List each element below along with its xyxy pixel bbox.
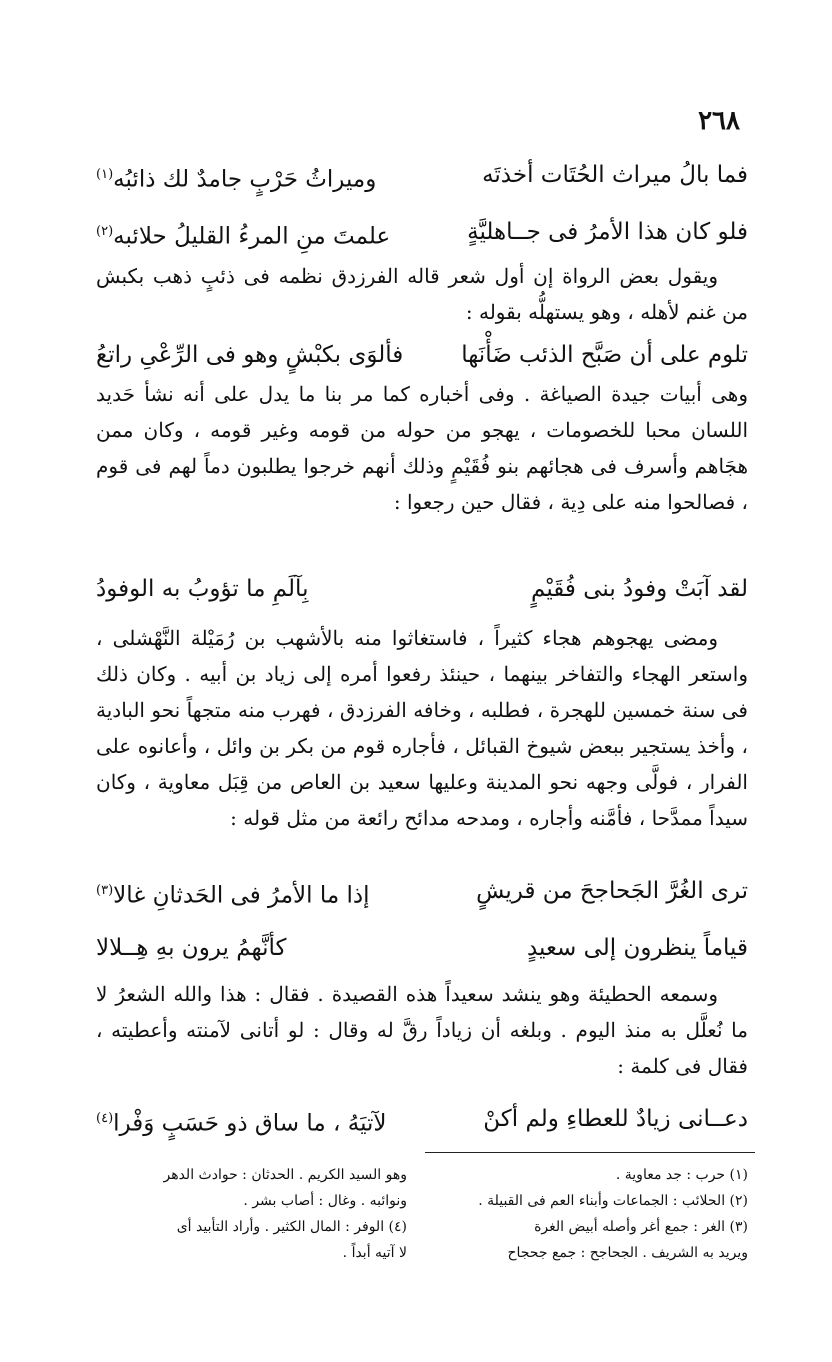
footnote-line: (٣) الغر : جمع أغر وأصله أبيض الغرة [534, 1219, 748, 1235]
paragraph-1: ويقول بعض الرواة إن أول شعر قاله الفرزدق نظمه فى ذئبٍ ذهب بكبش من غنم لأهله ، وهو يستهلُّه بقوله : [96, 264, 748, 324]
verse-hemistich-left: لآتيَهُ ، ما ساق ذو حَسَبٍ وَفْرا$^{(٤)}$ [96, 1110, 387, 1137]
footnote-line: (٢) الحلائب : الجماعات وأبناء العم فى القبيلة . [478, 1193, 748, 1209]
footnote-line: ونوائبه . وغال : أصاب بشر . [243, 1193, 407, 1209]
verse-hemistich-right: لقد آبَتْ وفودُ بنى فُقَيْمٍ [531, 576, 748, 602]
footnotes-column-left [96, 1162, 407, 1266]
verse-line [96, 1104, 748, 1139]
verse-hemistich-left: وميراثُ حَرْبٍ جامدٌ لك ذائبُه$^{(١)}$ [96, 166, 377, 193]
verse-hemistich-left: بِآلَمِ ما تؤوبُ به الوفودُ [96, 576, 309, 602]
paragraph-2: وهى أبيات جيدة الصياغة . وفى أخباره كما مر بنا ما يدل على أنه نشأ حَديد اللسان محبا للخصومات ، يهجو من حوله من قومه وغير قومه ، وكان ممن هجَاهم وأسرف فى هجائهم بنو فُقَيْمٍ وذلك أنهم خرجوا يطلبون دماً لهم فى قوم ، فصالحوا منه على دِية ، فقال حين رجعوا : [96, 382, 748, 514]
verse-hemistich-left: علمتَ منِ المرءُ القليلُ حلائبه$^{(٢)}$ [96, 223, 391, 250]
verse-line [96, 217, 748, 252]
footnote-line: لا آتيه أبداً . [342, 1245, 407, 1261]
footnote-marker: (٤) [96, 1111, 114, 1126]
verse-group-4 [96, 876, 748, 963]
verse-group-2 [96, 340, 748, 370]
verse-hemistich-left: إذا ما الأمرُ فى الحَدثانِ غالا$^{(٣)}$ [96, 882, 370, 909]
footnote-marker: (٣) [96, 883, 114, 898]
verse-hemistich-right: قياماً ينظرون إلى سعيدٍ [526, 934, 748, 961]
footnote-line: ويريد به الشريف . الجحاجح : جمع جحجاح [507, 1245, 748, 1261]
verse-group-1 [96, 160, 748, 251]
verse-line [96, 340, 748, 370]
verse-line [96, 574, 748, 604]
footnote-line: (٤) الوفر : المال الكثير . وأراد التأبيد أى [176, 1219, 407, 1235]
verse-hemistich-right: فلو كان هذا الأمرُ فى جــاهليَّةٍ [467, 218, 748, 245]
verse-hemistich-right: تلوم على أن صَبَّح الذئب ضَأْنَها [461, 342, 748, 368]
verse-hemistich-left: كأنَّهمُ يرون بهِ هِــلالا [96, 934, 287, 961]
footnote-divider [425, 1152, 755, 1153]
verse-line [96, 876, 748, 911]
paragraph-3: ومضى يهجوهم هجاء كثيراً ، فاستغاثوا منه بالأشهب بن رُمَيْلة النَّهْشلى ، واستعر الهجاء والتفاخر بينهما ، حينئذ رفعوا أمره إلى زياد بن أبيه . وكان ذلك فى سنة خمسين للهجرة ، فطلبه ، وخافه الفرزدق ، فهرب منه متجهاً نحو البادية ، وأخذ يستجير ببعض شيوخ القبائل ، فأجاره قوم من بكر بن وائل ، وأعانوه على الفرار ، فولَّى وجهه نحو المدينة وعليها سعيد بن العاص من قِبَل معاوية ، وكان سيداً ممدَّحا ، فأمَّنه وأجاره ، ومدحه مدائح رائعة من مثل قوله : [96, 626, 748, 830]
verse-line [96, 933, 748, 963]
footnote-line: (١) حرب : جد معاوية . [615, 1167, 748, 1183]
verse-line [96, 160, 748, 195]
verse-group-5 [96, 1104, 748, 1139]
footnote-line: وهو السيد الكريم . الحدثان : حوادث الدهر [163, 1167, 407, 1183]
verse-hemistich-left: فألوَى بكبْشٍ وهو فى الرِّعْىِ راتعُ [96, 342, 404, 368]
verse-hemistich-right: دعــانى زيادٌ للعطاءِ ولم أكنْ [483, 1106, 748, 1132]
paragraph-4: وسمعه الحطيئة وهو ينشد سعيداً هذه القصيدة . فقال : هذا والله الشعرُ لا ما نُعلَّل به منذ اليوم . وبلغه أن زياداً رقَّ له وقال : لو أتانى لآمنته وأعطيته ، فقال فى كلمة : [96, 982, 748, 1078]
footnotes [96, 1162, 748, 1266]
footnote-marker: (١) [96, 167, 114, 182]
footnotes-column-right [437, 1162, 748, 1266]
verse-hemistich-right: ترى الغُرَّ الجَحاجحَ من قريشٍ [476, 878, 748, 904]
verse-hemistich-right: فما بالُ ميراث الحُتَات أخذتَه [482, 162, 748, 188]
page-number: ٢٦٨ [698, 106, 740, 136]
verse-group-3 [96, 574, 748, 604]
footnote-marker: (٢) [96, 223, 114, 239]
